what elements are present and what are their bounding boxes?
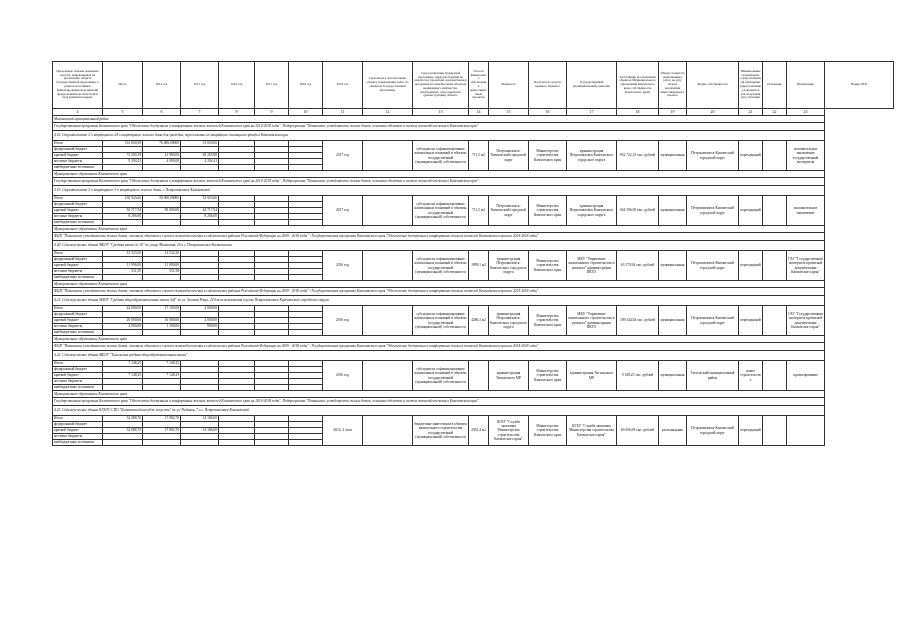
remark: [763, 361, 787, 391]
state-customer: Министерство строительства Камчатского края: [529, 416, 567, 446]
finance-total: 531,50: [103, 269, 143, 275]
finance-2017: [255, 440, 289, 446]
area-name: Муниципальное образование Камчатского края: [53, 336, 825, 343]
program-name: Государственная программа Камчатского края "Обеспечение доступным и комфортным жильем жителей Камчатского края на 2014-2018 годы". Подпрограмма "Повышение устойчивости жилых домов, основных объектов и систем жизнеобеспечения в Камчатском крае".: [53, 123, 825, 131]
finance-2014: 76 000,00000: [143, 141, 181, 147]
finance-total: 9 294,41: [103, 159, 143, 165]
header-cell: Общая стоимость выполненных работ на дату начала реализации инвестиционного проекта: [659, 62, 687, 109]
completion-year: 2016 год: [323, 361, 363, 391]
finance-total: 32 088,70: [103, 428, 143, 434]
column-number: 14: [469, 109, 489, 116]
area-row: [53, 336, 894, 343]
header-cell: Основание: [763, 62, 787, 109]
developer: КГБУ "Служба заказчика Министерства строительства Камчатского края": [567, 416, 617, 446]
remark: [763, 251, 787, 281]
area-name: Муниципальное образование Камчатского края: [53, 281, 825, 288]
ownership-form: муниципальная: [659, 361, 687, 391]
developer: МКУ "Управление капитального строительства и ремонта" администрации ПКГО: [567, 306, 617, 336]
column-number: 5: [103, 109, 143, 116]
column-number: 12: [363, 109, 413, 116]
header-cell: 2018 год: [289, 62, 323, 109]
finance-2014: 17 100,00: [143, 306, 181, 312]
header-cell: Мощность: [489, 62, 529, 109]
finance-2015: 52 923,66: [181, 196, 219, 202]
financing-method: субсидии на софинансирование капитальных вложений в объекты государственной (муниципальной) собственности: [413, 306, 469, 336]
finance-total: 11 996,00: [103, 263, 143, 269]
finance-label: краевой бюджет: [53, 318, 103, 324]
remark: [763, 306, 787, 336]
finance-2014: 11 000,00: [143, 263, 181, 269]
funds-recipient: Петропавловск-Камчатский городской округ: [489, 196, 529, 226]
developer: администрация Петропавловск-Камчатского городского округа: [567, 196, 617, 226]
developer: МКУ "Управление капитального строительства и ремонта" администрации ПКГО: [567, 251, 617, 281]
object-name: 4.22. Сейсмоусиление здания МБОУ "Тигильская средняя общеобразовательная школа": [53, 351, 825, 361]
total-cost: 60 456,09 тыс. рублей: [617, 416, 659, 446]
finance-2015: 14 186,00: [181, 428, 219, 434]
completion-year: 2016, 2 этап: [323, 416, 363, 446]
object-name: 4.20. Сейсмоусиление здания МБОУ "Средняя школа № 10" по улице Мишенная, 20 в г. Петропавловск-Камчатском: [53, 241, 825, 251]
finance-label: внебюджетные источники: [53, 275, 103, 281]
finance-2014: 17 902,70: [143, 416, 181, 422]
finance-2015: 14 186,00: [181, 416, 219, 422]
column-number: 6: [143, 109, 181, 116]
basis: переходящий: [739, 251, 763, 281]
object-name: 4.19. Строительство 2-х квартирного 3-х квартирного жилого дома, г. Петропавловск-Камчатский: [53, 186, 825, 196]
financing-method: субсидии на софинансирование капитальных вложений в объекты государственной (муниципальной) собственности: [413, 141, 469, 171]
expertise-note: ГАУ "Государственная экспертиза проектной документации Камчатского края": [787, 251, 825, 281]
basis: переходящий: [739, 416, 763, 446]
header-cell: Итого: [103, 62, 143, 109]
area-row: [53, 391, 894, 398]
finance-total: 13 523,50: [103, 251, 143, 257]
header-cell: Срок реализации бюджетной программы, предусмотренной на разработку проектной документации в программе на приобретение объектов недвижимого имущества, необходимого для разработки (реконструкции) объекта: [413, 62, 469, 109]
object-row: [53, 241, 894, 251]
column-number: 13: [413, 109, 469, 116]
applicant-org: Петропавловск-Камчатский городской округ: [687, 141, 739, 171]
finance-label: местные бюджеты: [53, 324, 103, 330]
header-cell: Способ финансового обеспечения инвестиционных проектов: [469, 62, 489, 109]
finance-label: местные бюджеты: [53, 434, 103, 440]
finance-label: внебюджетные источники: [53, 220, 103, 226]
finance-2014: 12 532,50: [143, 251, 181, 257]
financing-method: бюджетные инвестиции в объекты капитального строительства государственной (муниципальной) собственности: [413, 416, 469, 446]
finance-label: федеральный бюджет: [53, 367, 103, 373]
expertise-note: положительное заключение государственной экспертизы: [787, 141, 825, 171]
ownership-form: муниципальная: [659, 141, 687, 171]
basis: новое строительство: [739, 361, 763, 391]
finance-total: 7 148,25: [103, 373, 143, 379]
program-row: [53, 288, 894, 296]
finance-label: местные бюджеты: [53, 269, 103, 275]
finance-label: федеральный бюджет: [53, 257, 103, 263]
program-name: ФЦП "Повышение устойчивости жилых домов, основных объектов и систем жизнеобеспечения в сейсмических районах Российской Федерации на 2009 - 2018 годы" / Государственная программа Камчатского края "Обеспечение доступным и комфортным жильем жителей Камчатского края на 2014-2018 годы".: [53, 288, 825, 296]
column-number: 21: [739, 109, 763, 116]
finance-label: внебюджетные источники: [53, 330, 103, 336]
design-term: [363, 141, 413, 171]
finance-2016: [219, 440, 255, 446]
financing-method: субсидии на софинансирование капитальных вложений в объекты государственной (муниципальной) собственности: [413, 361, 469, 391]
column-number: 17: [567, 109, 617, 116]
capacity: 4286,3 м2: [469, 306, 489, 336]
finance-label: местные бюджеты: [53, 214, 103, 220]
finance-label: федеральный бюджет: [53, 422, 103, 428]
header-cell: Форма собственности: [687, 62, 739, 109]
finance-2014: 17 902,70: [143, 428, 181, 434]
header-cell: 2015 год: [181, 62, 219, 109]
finance-label: Итого: [53, 361, 103, 367]
object-row: [53, 186, 894, 196]
finance-2015: 44 717,94: [181, 208, 219, 214]
finance-2015: 69 265,88: [181, 153, 219, 159]
finance-label: краевой бюджет: [53, 263, 103, 269]
header-cell: Застройщик (в отношении объектов Муниципального образования Камчатского края, собственности Камчатского края): [617, 62, 659, 109]
applicant-org: Тигильский муниципальный район: [687, 361, 739, 391]
finance-label: Итого: [53, 416, 103, 422]
finance-label: внебюджетные источники: [53, 165, 103, 171]
design-term: [363, 196, 413, 226]
funds-recipient: администрация Тигильского МР: [489, 361, 529, 391]
finance-total: [103, 440, 143, 446]
total-cost: 9 148,25 тыс. рублей: [617, 361, 659, 391]
column-number: 11: [323, 109, 363, 116]
state-customer: Министерство строительства Камчатского края: [529, 361, 567, 391]
column-number: 18: [617, 109, 659, 116]
developer: администрация Петропавловск-Камчатского городского округа: [567, 141, 617, 171]
design-term: [363, 361, 413, 391]
finance-2015: 4 000,00: [181, 318, 219, 324]
finance-label: федеральный бюджет: [53, 202, 103, 208]
column-number: 23: [787, 109, 825, 116]
capacity: 1899,1 м2: [469, 251, 489, 281]
program-name: Государственная программа Камчатского края "Обеспечение доступным и комфортным жильем жителей Камчатского края на 2014-2018 годы". Подпрограмма "Повышение устойчивости жилых домов, основных объектов и систем жизнеобеспечения в Камчатском крае".: [53, 178, 825, 186]
completion-year: 2017 год: [323, 141, 363, 171]
design-term: [363, 306, 413, 336]
header-cell: Получатель средств краевого бюджета: [529, 62, 567, 109]
object-name: 4.16. Строительство 2-х квартирного 24-х квартирного жилого дома для граждан, переселяемых из аварийного жилищного фонда в Камчатском крае: [53, 131, 825, 141]
finance-label: федеральный бюджет: [53, 147, 103, 153]
finance-total: 22 000,00: [103, 306, 143, 312]
design-term: [363, 251, 413, 281]
finance-total: 2 000,00: [103, 324, 143, 330]
finance-label: местные бюджеты: [53, 379, 103, 385]
capacity: 2563,4 м2: [469, 416, 489, 446]
finance-2015: 4 294,41: [181, 159, 219, 165]
column-number: 10: [289, 109, 323, 116]
finance-2014: 16 000,00: [143, 318, 181, 324]
finance-2014: 41 980,00: [143, 153, 181, 159]
state-customer: Министерство строительства Камчатского края: [529, 251, 567, 281]
column-number-row: [53, 109, 894, 116]
state-customer: Министерство строительства Камчатского края: [529, 196, 567, 226]
program-row: [53, 398, 894, 406]
finance-2015: [181, 440, 219, 446]
finance-total: 32 088,70: [103, 416, 143, 422]
object-name: 4.21. Сейсмоусиление здания МАОУ "Средняя общеобразовательная школа №8" по ул. Зеленая Роща, 24 для использования в целях Петропавловск-Камчатского городского округа: [53, 296, 825, 306]
column-number: 19: [659, 109, 687, 116]
applicant-org: Петропавловск-Камчатский городской округ: [687, 251, 739, 281]
expertise-note: проектирование: [787, 361, 825, 391]
program-row: [53, 233, 894, 241]
ownership-form: муниципальная: [659, 251, 687, 281]
investment-table: [52, 61, 894, 446]
remark: [763, 196, 787, 226]
ownership-form: муниципальная: [659, 306, 687, 336]
area-row: [53, 281, 894, 288]
column-number: 16: [529, 109, 567, 116]
column-number: 15: [489, 109, 529, 116]
finance-label: Итого: [53, 141, 103, 147]
object-row: [53, 406, 894, 416]
header-cell: Срок ввода в эксплуатацию объекта (завершения) работ по объектам Государственной программы: [363, 62, 413, 109]
funds-recipient: администрация Петропавловск-Камчатского городского округа: [489, 251, 529, 281]
capacity: 711,5 м2: [469, 141, 489, 171]
finance-2014: 7 148,25: [143, 361, 181, 367]
finance-2015: 4 900,00: [181, 306, 219, 312]
total-cost: 189 344,04 тыс. рублей: [617, 306, 659, 336]
total-cost: 63 179,94 тыс. рублей: [617, 251, 659, 281]
program-name: Государственная программа Камчатского края "Обеспечение доступным и комфортным жильем жителей Камчатского края на 2014-2018 годы". Подпрограмма "Повышение устойчивости жилых домов, основных объектов и систем жизнеобеспечения в Камчатском крае".: [53, 398, 825, 406]
funds-recipient: КГБУ "Служба заказчика Министерства строительства Камчатского края": [489, 416, 529, 446]
capacity: [469, 361, 489, 391]
finance-2014: 50 000,00: [143, 208, 181, 214]
developer: администрация Тигильского МР: [567, 361, 617, 391]
area-row: [53, 116, 894, 123]
column-number: 20: [687, 109, 739, 116]
finance-2014: 4 000,00: [143, 159, 181, 165]
object-name: 4.23. Сейсмоусиление здания КГБОУ СПО "Камчатский колледж искусств" по ул. Рыбаков, 7 в г. Петропавловск-Камчатский: [53, 406, 825, 416]
finance-label: краевой бюджет: [53, 373, 103, 379]
basis: переходящий: [739, 141, 763, 171]
header-cell: Номер ПСК: [825, 62, 894, 109]
header-cell: 2014 год: [143, 62, 181, 109]
finance-label: краевой бюджет: [53, 428, 103, 434]
finance-total: 8 206,00: [103, 214, 143, 220]
finance-2014: [143, 440, 181, 446]
finance-label: федеральный бюджет: [53, 312, 103, 318]
finance-label: внебюджетные источники: [53, 385, 103, 391]
finance-2014: 7 148,25: [143, 373, 181, 379]
finance-label: Итого: [53, 196, 103, 202]
applicant-org: Петропавловск-Камчатский городской округ: [687, 416, 739, 446]
finance-label: краевой бюджет: [53, 208, 103, 214]
header-cell: 2016 год: [219, 62, 255, 109]
header-row: [53, 62, 894, 109]
remark: [763, 141, 787, 171]
column-number: 8: [219, 109, 255, 116]
finance-2015: 31 650,00: [181, 141, 219, 147]
expertise-note: [787, 416, 825, 446]
header-cell: 2019 год: [323, 62, 363, 109]
area-name: Мильковский муниципальный район: [53, 116, 825, 123]
state-customer: Министерство строительства Камчатского края: [529, 141, 567, 171]
finance-total: 72 200,19: [103, 153, 143, 159]
funds-recipient: Петропавловск-Камчатский городской округ: [489, 141, 529, 171]
finance-label: краевой бюджет: [53, 153, 103, 159]
finance-2018: [289, 440, 323, 446]
finance-total: 20 000,00: [103, 318, 143, 324]
finance-total: 161 650,58: [103, 141, 143, 147]
header-cell: Примечание: [787, 62, 825, 109]
total-cost: 852 722,33 тыс. рублей: [617, 141, 659, 171]
object-row: [53, 131, 894, 141]
column-number: 9: [255, 109, 289, 116]
financing-method: субсидии на софинансирование капитальных вложений в объекты государственной (муниципальной) собственности: [413, 251, 469, 281]
object-row: [53, 296, 894, 306]
total-cost: 634 396,06 тыс. рублей: [617, 196, 659, 226]
expertise-note: ГАУ "Государственная экспертиза проектной документации Камчатского края": [787, 306, 825, 336]
finance-2015: 900,00: [181, 324, 219, 330]
area-row: [53, 226, 894, 233]
completion-year: 2017 год: [323, 196, 363, 226]
finance-label: местные бюджеты: [53, 159, 103, 165]
finance-total: 94 717,94: [103, 208, 143, 214]
column-number: 22: [763, 109, 787, 116]
applicant-org: Петропавловск-Камчатский городской округ: [687, 306, 739, 336]
area-name: Муниципальное образование Камчатского края: [53, 171, 825, 178]
funds-recipient: администрация Петропавловск-Камчатского городского округа: [489, 306, 529, 336]
header-cell: Наименование организации, осуществляющей обращение (представление) документов для получения (по) субсидии: [739, 62, 763, 109]
finance-2014: 1 100,00: [143, 324, 181, 330]
finance-label: Итого: [53, 306, 103, 312]
area-name: Муниципальное образование Камчатского края: [53, 391, 825, 398]
ownership-form: муниципальная: [659, 196, 687, 226]
program-row: [53, 178, 894, 186]
finance-total: 102 923,66: [103, 196, 143, 202]
basis: переходящий: [739, 196, 763, 226]
completion-year: 2016 год: [323, 251, 363, 281]
program-row: [53, 123, 894, 131]
basis: переходящий: [739, 306, 763, 336]
area-row: [53, 171, 894, 178]
object-row: [53, 351, 894, 361]
finance-2014: 50 000,00000: [143, 196, 181, 202]
finance-label: внебюджетные источники: [53, 440, 103, 446]
ownership-form: региональная: [659, 416, 687, 446]
column-number: 7: [181, 109, 219, 116]
program-row: [53, 343, 894, 351]
finance-label: Итого: [53, 251, 103, 257]
finance-2015: 8 206,00: [181, 214, 219, 220]
capacity: 711,5 м2: [469, 196, 489, 226]
financing-method: субсидии на софинансирование капитальных вложений в объекты государственной (муниципальной) собственности: [413, 196, 469, 226]
header-cell: 2017 год: [255, 62, 289, 109]
finance-2014: 531,50: [143, 269, 181, 275]
state-customer: Министерство строительства Камчатского края: [529, 306, 567, 336]
expertise-note: положительное заключение: [787, 196, 825, 226]
design-term: [363, 416, 413, 446]
header-cell: Государственный (муниципальный) заказчик: [567, 62, 617, 109]
program-name: ФЦП "Повышение устойчивости жилых домов, основных объектов и систем жизнеобеспечения в сейсмических районах Российской Федерации на 2009 - 2018 годы" / Государственная программа Камчатского края "Обеспечение доступным и комфортным жильем жителей Камчатского края на 2014-2018 годы".: [53, 233, 825, 241]
header-cell-object: Предельные объемы денежных средств, направляемых на реализацию объекта Государственной программы, в разрезе источников финансирования мероприятий федеральной или областной и программной порядке: [53, 62, 103, 109]
program-name: ФЦП "Повышение устойчивости жилых домов, основных объектов и систем жизнеобеспечения в сейсмических районах Российской Федерации на 2009 - 2018 годы" / Государственная программа Камчатского края "Обеспечение доступным и комфортным жильем жителей Камчатского края на 2014-2018 годы".: [53, 343, 825, 351]
column-number: 4: [53, 109, 103, 116]
area-name: Муниципальное образование Камчатского края: [53, 226, 825, 233]
applicant-org: Петропавловск-Камчатский городской округ: [687, 196, 739, 226]
completion-year: 2016 год: [323, 306, 363, 336]
finance-total: 7 148,25: [103, 361, 143, 367]
remark: [763, 416, 787, 446]
